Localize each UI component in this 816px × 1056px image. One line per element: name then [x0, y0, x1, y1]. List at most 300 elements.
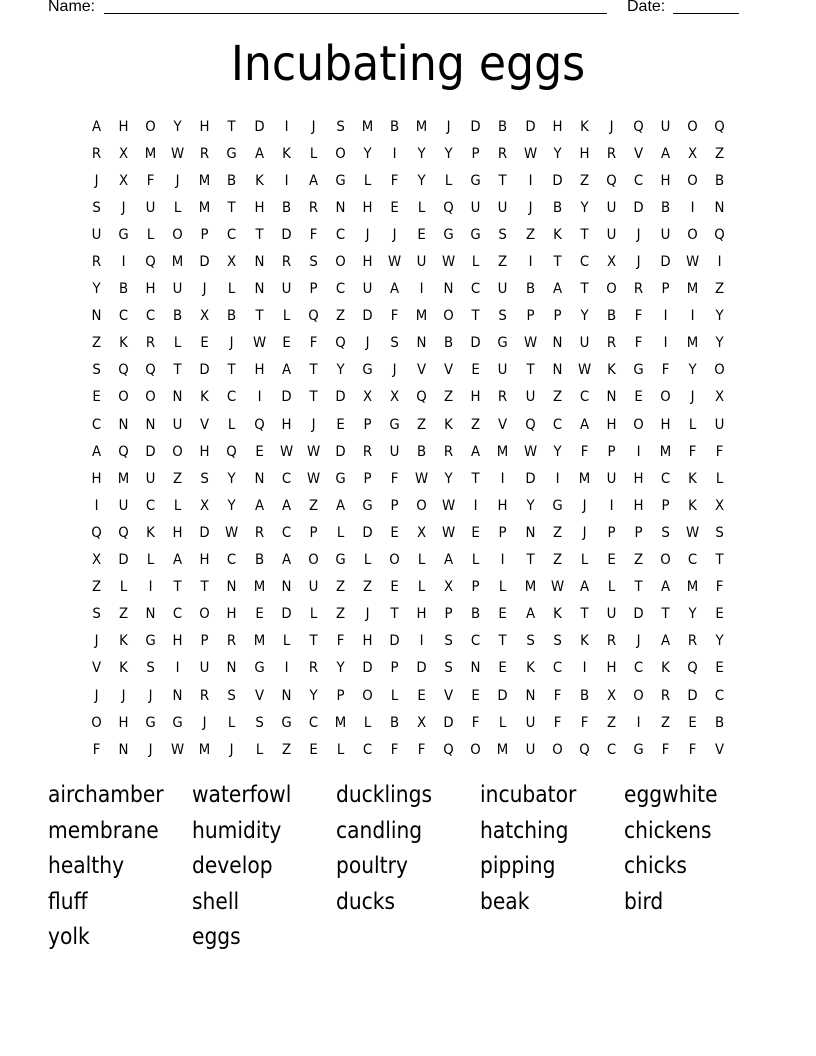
grid-letter[interactable]: D	[633, 606, 644, 623]
grid-letter[interactable]: H	[633, 497, 644, 514]
grid-letter[interactable]: W	[686, 254, 700, 271]
grid-letter[interactable]: J	[311, 118, 316, 135]
grid-letter[interactable]: R	[281, 254, 291, 271]
grid-letter[interactable]: O	[606, 281, 617, 298]
grid-letter[interactable]: L	[688, 416, 697, 433]
grid-letter[interactable]: Q	[308, 308, 319, 325]
grid-letter[interactable]: H	[118, 714, 129, 731]
grid-letter[interactable]: I	[121, 254, 126, 271]
grid-letter[interactable]: N	[552, 362, 563, 379]
grid-letter[interactable]: J	[121, 687, 126, 704]
grid-letter[interactable]: T	[580, 281, 589, 298]
grid-letter[interactable]: C	[471, 281, 481, 298]
grid-letter[interactable]: J	[365, 606, 370, 623]
grid-letter[interactable]: H	[227, 606, 238, 623]
grid-letter[interactable]: A	[552, 281, 562, 298]
grid-letter[interactable]: N	[525, 524, 536, 541]
grid-letter[interactable]: B	[281, 199, 291, 216]
grid-letter[interactable]: D	[253, 118, 265, 135]
grid-letter[interactable]: N	[227, 579, 237, 596]
grid-letter[interactable]: B	[227, 172, 237, 189]
grid-letter[interactable]: G	[145, 714, 156, 731]
grid-letter[interactable]: P	[309, 524, 318, 541]
grid-letter[interactable]: G	[497, 335, 509, 352]
grid-letter[interactable]: J	[202, 714, 207, 731]
grid-letter[interactable]: K	[444, 416, 454, 433]
grid-letter[interactable]: Z	[498, 254, 508, 271]
grid-letter[interactable]: H	[199, 118, 210, 135]
grid-letter[interactable]: T	[173, 362, 182, 379]
grid-letter[interactable]: H	[254, 199, 265, 216]
grid-letter[interactable]: E	[498, 660, 508, 677]
grid-letter[interactable]: B	[173, 308, 183, 325]
grid-letter[interactable]: O	[551, 741, 563, 758]
grid-letter[interactable]: Z	[91, 579, 102, 596]
grid-letter[interactable]: C	[335, 281, 346, 298]
grid-letter[interactable]: D	[470, 118, 481, 135]
grid-letter[interactable]: E	[92, 389, 101, 406]
grid-letter[interactable]: R	[633, 281, 644, 298]
grid-letter[interactable]: I	[555, 470, 560, 487]
grid-letter[interactable]: A	[308, 172, 318, 189]
grid-letter[interactable]: J	[230, 741, 234, 758]
grid-letter[interactable]: W	[225, 524, 239, 541]
grid-letter[interactable]: A	[91, 118, 102, 135]
grid-letter[interactable]: D	[281, 226, 292, 243]
grid-letter[interactable]: U	[525, 389, 535, 406]
grid-letter[interactable]: Q	[524, 416, 536, 433]
grid-letter[interactable]: S	[498, 226, 508, 243]
grid-letter[interactable]: D	[497, 687, 509, 704]
grid-letter[interactable]: T	[634, 579, 643, 596]
grid-letter[interactable]: S	[336, 118, 345, 135]
grid-letter[interactable]: H	[660, 416, 671, 433]
grid-letter[interactable]: L	[174, 199, 182, 216]
grid-letter[interactable]: U	[118, 497, 129, 514]
grid-letter[interactable]: K	[688, 470, 697, 487]
grid-letter[interactable]: S	[444, 633, 453, 650]
grid-letter[interactable]: K	[661, 660, 670, 677]
grid-letter[interactable]: E	[471, 362, 481, 379]
grid-letter[interactable]: B	[525, 281, 535, 298]
grid-letter[interactable]: Y	[363, 145, 372, 162]
grid-letter[interactable]: N	[227, 660, 237, 677]
grid-letter[interactable]: X	[119, 172, 129, 189]
grid-letter[interactable]: B	[417, 443, 427, 460]
grid-letter[interactable]: Y	[336, 660, 345, 677]
grid-letter[interactable]: G	[551, 497, 563, 514]
grid-letter[interactable]: O	[335, 254, 346, 271]
grid-letter[interactable]: T	[255, 226, 264, 243]
grid-letter[interactable]: O	[687, 172, 698, 189]
grid-letter[interactable]: X	[200, 497, 210, 514]
grid-letter[interactable]: L	[417, 579, 426, 596]
grid-letter[interactable]: C	[579, 254, 589, 271]
grid-letter[interactable]: Q	[606, 172, 617, 189]
grid-letter[interactable]: U	[172, 416, 183, 433]
grid-letter[interactable]: M	[144, 145, 157, 162]
grid-letter[interactable]: U	[498, 281, 508, 298]
grid-letter[interactable]: O	[199, 606, 211, 623]
grid-letter[interactable]: L	[417, 199, 426, 216]
grid-letter[interactable]: Q	[416, 389, 427, 406]
grid-letter[interactable]: N	[606, 389, 617, 406]
grid-letter[interactable]: R	[444, 443, 454, 460]
grid-letter[interactable]: H	[254, 362, 265, 379]
grid-letter[interactable]: I	[636, 443, 641, 460]
grid-letter[interactable]: U	[470, 199, 481, 216]
grid-letter[interactable]: L	[255, 741, 263, 758]
grid-letter[interactable]: T	[580, 226, 589, 243]
grid-letter[interactable]: P	[471, 145, 480, 162]
grid-letter[interactable]: X	[390, 389, 400, 406]
grid-letter[interactable]: F	[92, 741, 101, 758]
grid-letter[interactable]: L	[309, 606, 318, 623]
grid-letter[interactable]: R	[606, 335, 616, 352]
grid-letter[interactable]: A	[579, 416, 589, 433]
grid-letter[interactable]: Y	[336, 362, 345, 379]
grid-letter[interactable]: Q	[578, 741, 590, 758]
grid-letter[interactable]: Y	[417, 172, 426, 189]
grid-letter[interactable]: O	[633, 687, 644, 704]
grid-letter[interactable]: E	[336, 416, 345, 433]
grid-letter[interactable]: U	[525, 714, 535, 731]
grid-letter[interactable]: Y	[715, 633, 724, 650]
grid-letter[interactable]: D	[281, 606, 292, 623]
grid-letter[interactable]: V	[715, 741, 725, 758]
grid-letter[interactable]: W	[523, 443, 537, 460]
grid-letter[interactable]: I	[528, 254, 533, 271]
grid-letter[interactable]: H	[579, 145, 590, 162]
grid-letter[interactable]: G	[633, 741, 644, 758]
grid-letter[interactable]: P	[390, 660, 399, 677]
grid-letter[interactable]: K	[579, 633, 589, 650]
grid-letter[interactable]: E	[688, 714, 697, 731]
grid-letter[interactable]: F	[390, 308, 399, 325]
grid-letter[interactable]: X	[715, 389, 725, 406]
grid-letter[interactable]: Q	[118, 524, 129, 541]
grid-letter[interactable]: Y	[553, 145, 562, 162]
grid-letter[interactable]: T	[471, 470, 480, 487]
grid-letter[interactable]: U	[145, 470, 156, 487]
grid-letter[interactable]: V	[91, 660, 102, 677]
grid-letter[interactable]: A	[281, 362, 291, 379]
grid-letter[interactable]: Q	[145, 362, 156, 379]
grid-letter[interactable]: G	[443, 226, 454, 243]
grid-letter[interactable]: N	[254, 470, 265, 487]
grid-letter[interactable]: S	[92, 199, 101, 216]
grid-letter[interactable]: C	[579, 389, 589, 406]
grid-letter[interactable]: S	[390, 335, 399, 352]
grid-letter[interactable]: X	[715, 497, 725, 514]
grid-letter[interactable]: L	[607, 579, 616, 596]
grid-letter[interactable]: E	[471, 524, 481, 541]
grid-letter[interactable]: E	[390, 199, 399, 216]
grid-letter[interactable]: P	[444, 606, 453, 623]
grid-letter[interactable]: W	[252, 335, 266, 352]
grid-letter[interactable]: M	[361, 118, 374, 135]
grid-letter[interactable]: S	[661, 524, 670, 541]
grid-letter[interactable]: M	[199, 172, 211, 189]
grid-letter[interactable]: O	[308, 552, 319, 569]
grid-letter[interactable]: J	[148, 741, 153, 758]
grid-letter[interactable]: I	[175, 660, 180, 677]
grid-letter[interactable]: J	[392, 226, 397, 243]
grid-letter[interactable]: Q	[714, 118, 725, 135]
grid-letter[interactable]: A	[335, 497, 345, 514]
grid-letter[interactable]: Q	[443, 741, 455, 758]
grid-letter[interactable]: G	[145, 633, 156, 650]
grid-letter[interactable]: S	[309, 254, 318, 271]
grid-letter[interactable]: V	[444, 687, 454, 704]
grid-letter[interactable]: Q	[335, 335, 346, 352]
grid-letter[interactable]: Y	[715, 308, 724, 325]
grid-letter[interactable]: H	[470, 389, 481, 406]
grid-letter[interactable]: E	[417, 687, 426, 704]
grid-letter[interactable]: T	[309, 362, 318, 379]
grid-letter[interactable]: D	[118, 552, 129, 569]
grid-letter[interactable]: P	[661, 281, 670, 298]
grid-letter[interactable]: J	[365, 335, 370, 352]
grid-letter[interactable]: I	[582, 660, 587, 677]
grid-letter[interactable]: K	[281, 145, 291, 162]
grid-letter[interactable]: G	[281, 714, 292, 731]
grid-letter[interactable]: K	[119, 633, 129, 650]
grid-letter[interactable]: C	[227, 389, 237, 406]
grid-letter[interactable]: G	[172, 714, 183, 731]
grid-letter[interactable]: I	[94, 497, 99, 514]
grid-letter[interactable]: U	[308, 579, 319, 596]
grid-letter[interactable]: U	[606, 606, 617, 623]
grid-letter[interactable]: C	[687, 552, 698, 569]
grid-letter[interactable]: U	[525, 741, 535, 758]
grid-letter[interactable]: Y	[580, 199, 589, 216]
grid-letter[interactable]: N	[172, 389, 183, 406]
grid-letter[interactable]: C	[281, 524, 291, 541]
grid-letter[interactable]: S	[715, 524, 724, 541]
grid-letter[interactable]: Z	[552, 552, 562, 569]
grid-letter[interactable]: B	[552, 199, 562, 216]
grid-letter[interactable]: U	[606, 226, 617, 243]
grid-letter[interactable]: Q	[118, 362, 129, 379]
grid-letter[interactable]: F	[390, 470, 399, 487]
grid-letter[interactable]: I	[419, 633, 424, 650]
grid-letter[interactable]: A	[254, 145, 264, 162]
grid-letter[interactable]: E	[715, 660, 724, 677]
grid-letter[interactable]: A	[525, 606, 535, 623]
grid-letter[interactable]: I	[690, 199, 695, 216]
grid-letter[interactable]: M	[686, 579, 699, 596]
name-field-line[interactable]	[104, 13, 607, 14]
grid-letter[interactable]: R	[146, 335, 156, 352]
grid-letter[interactable]: A	[444, 552, 454, 569]
grid-letter[interactable]: S	[227, 687, 237, 704]
grid-letter[interactable]: L	[282, 633, 290, 650]
grid-letter[interactable]: O	[172, 226, 184, 243]
grid-letter[interactable]: A	[173, 552, 183, 569]
grid-letter[interactable]: F	[715, 579, 724, 596]
grid-letter[interactable]: F	[390, 741, 399, 758]
grid-letter[interactable]: D	[552, 172, 563, 189]
grid-letter[interactable]: C	[308, 714, 318, 731]
grid-letter[interactable]: C	[91, 416, 102, 433]
grid-letter[interactable]: U	[416, 254, 427, 271]
grid-letter[interactable]: D	[416, 660, 427, 677]
grid-letter[interactable]: I	[284, 118, 289, 135]
grid-letter[interactable]: W	[442, 497, 456, 514]
grid-letter[interactable]: R	[91, 254, 102, 271]
grid-letter[interactable]: F	[309, 226, 318, 243]
grid-letter[interactable]: L	[282, 308, 290, 325]
grid-letter[interactable]: W	[171, 145, 185, 162]
grid-letter[interactable]: H	[552, 118, 563, 135]
grid-letter[interactable]: I	[473, 497, 478, 514]
grid-letter[interactable]: I	[663, 308, 668, 325]
grid-letter[interactable]: V	[254, 687, 264, 704]
grid-letter[interactable]: E	[471, 687, 481, 704]
grid-letter[interactable]: Z	[308, 497, 318, 514]
grid-letter[interactable]: Y	[525, 497, 535, 514]
grid-letter[interactable]: M	[253, 633, 265, 650]
grid-letter[interactable]: Y	[227, 497, 237, 514]
grid-letter[interactable]: J	[528, 199, 533, 216]
grid-letter[interactable]: C	[146, 497, 156, 514]
grid-letter[interactable]: N	[281, 579, 292, 596]
grid-letter[interactable]: X	[606, 254, 616, 271]
grid-letter[interactable]: O	[687, 226, 698, 243]
grid-letter[interactable]: E	[390, 524, 399, 541]
grid-letter[interactable]: M	[578, 470, 590, 487]
grid-letter[interactable]: C	[118, 308, 129, 325]
grid-letter[interactable]: F	[553, 687, 561, 704]
grid-letter[interactable]: M	[117, 470, 130, 487]
grid-letter[interactable]: G	[362, 497, 373, 514]
grid-letter[interactable]: S	[254, 714, 264, 731]
grid-letter[interactable]: I	[284, 172, 289, 189]
grid-letter[interactable]: M	[199, 741, 211, 758]
grid-letter[interactable]: I	[690, 308, 695, 325]
grid-letter[interactable]: C	[552, 416, 562, 433]
grid-letter[interactable]: D	[687, 687, 698, 704]
grid-letter[interactable]: G	[470, 226, 482, 243]
grid-letter[interactable]: M	[415, 118, 428, 135]
grid-letter[interactable]: T	[390, 606, 399, 623]
grid-letter[interactable]: Y	[580, 308, 589, 325]
grid-letter[interactable]: D	[660, 254, 671, 271]
grid-letter[interactable]: I	[148, 579, 153, 596]
grid-letter[interactable]: U	[606, 199, 617, 216]
grid-letter[interactable]: H	[362, 633, 373, 650]
grid-letter[interactable]: G	[633, 362, 644, 379]
grid-letter[interactable]: Q	[253, 416, 265, 433]
grid-letter[interactable]: B	[715, 714, 725, 731]
grid-letter[interactable]: U	[498, 362, 508, 379]
grid-letter[interactable]: V	[633, 145, 643, 162]
grid-letter[interactable]: Y	[553, 443, 562, 460]
grid-letter[interactable]: U	[606, 470, 617, 487]
grid-letter[interactable]: B	[660, 199, 671, 216]
grid-letter[interactable]: R	[91, 145, 102, 162]
grid-letter[interactable]: E	[715, 606, 724, 623]
grid-letter[interactable]: N	[118, 741, 129, 758]
grid-letter[interactable]: N	[145, 606, 156, 623]
grid-letter[interactable]: X	[227, 254, 237, 271]
grid-letter[interactable]: D	[524, 470, 536, 487]
grid-letter[interactable]: O	[443, 308, 455, 325]
grid-letter[interactable]: U	[91, 226, 102, 243]
grid-letter[interactable]: O	[687, 118, 698, 135]
grid-letter[interactable]: T	[309, 633, 318, 650]
grid-letter[interactable]: L	[499, 714, 507, 731]
grid-letter[interactable]: P	[336, 687, 345, 704]
grid-letter[interactable]: T	[715, 552, 724, 569]
grid-letter[interactable]: J	[636, 633, 641, 650]
grid-letter[interactable]: W	[306, 443, 320, 460]
grid-letter[interactable]: J	[148, 687, 153, 704]
grid-letter[interactable]: H	[172, 524, 183, 541]
grid-letter[interactable]: I	[609, 497, 614, 514]
grid-letter[interactable]: U	[660, 118, 671, 135]
grid-letter[interactable]: D	[470, 335, 481, 352]
grid-letter[interactable]: B	[390, 714, 400, 731]
grid-letter[interactable]: N	[443, 281, 454, 298]
grid-letter[interactable]: L	[228, 714, 236, 731]
grid-letter[interactable]: L	[472, 254, 480, 271]
grid-letter[interactable]: Z	[660, 714, 671, 731]
grid-letter[interactable]: Y	[173, 118, 182, 135]
grid-letter[interactable]: J	[94, 172, 99, 189]
grid-letter[interactable]: N	[145, 416, 156, 433]
grid-letter[interactable]: O	[633, 416, 644, 433]
grid-letter[interactable]: A	[254, 497, 264, 514]
grid-letter[interactable]: J	[582, 497, 587, 514]
grid-letter[interactable]: E	[607, 552, 616, 569]
grid-letter[interactable]: Q	[714, 226, 725, 243]
grid-letter[interactable]: W	[306, 470, 320, 487]
grid-letter[interactable]: O	[389, 552, 400, 569]
grid-letter[interactable]: F	[417, 741, 426, 758]
grid-letter[interactable]: Q	[633, 118, 644, 135]
grid-letter[interactable]: K	[688, 497, 697, 514]
grid-letter[interactable]: O	[362, 687, 373, 704]
grid-letter[interactable]: N	[254, 254, 265, 271]
grid-letter[interactable]: D	[199, 362, 211, 379]
grid-letter[interactable]: E	[254, 443, 264, 460]
grid-letter[interactable]: C	[606, 741, 616, 758]
grid-letter[interactable]: D	[199, 524, 211, 541]
grid-letter[interactable]: G	[335, 552, 346, 569]
grid-letter[interactable]: K	[200, 389, 210, 406]
grid-letter[interactable]: Y	[444, 470, 453, 487]
grid-letter[interactable]: S	[498, 308, 508, 325]
grid-letter[interactable]: I	[717, 254, 722, 271]
grid-letter[interactable]: H	[606, 660, 617, 677]
grid-letter[interactable]: H	[362, 254, 373, 271]
grid-letter[interactable]: C	[227, 552, 237, 569]
grid-letter[interactable]: D	[145, 443, 156, 460]
grid-letter[interactable]: C	[146, 308, 156, 325]
grid-letter[interactable]: L	[336, 741, 345, 758]
grid-letter[interactable]: U	[172, 281, 183, 298]
grid-letter[interactable]: A	[660, 145, 671, 162]
grid-letter[interactable]: U	[200, 660, 210, 677]
grid-letter[interactable]: Z	[633, 552, 643, 569]
grid-letter[interactable]: L	[309, 145, 318, 162]
grid-letter[interactable]: B	[606, 308, 616, 325]
grid-letter[interactable]: F	[553, 714, 561, 731]
grid-letter[interactable]: A	[281, 497, 291, 514]
grid-letter[interactable]: S	[92, 362, 101, 379]
